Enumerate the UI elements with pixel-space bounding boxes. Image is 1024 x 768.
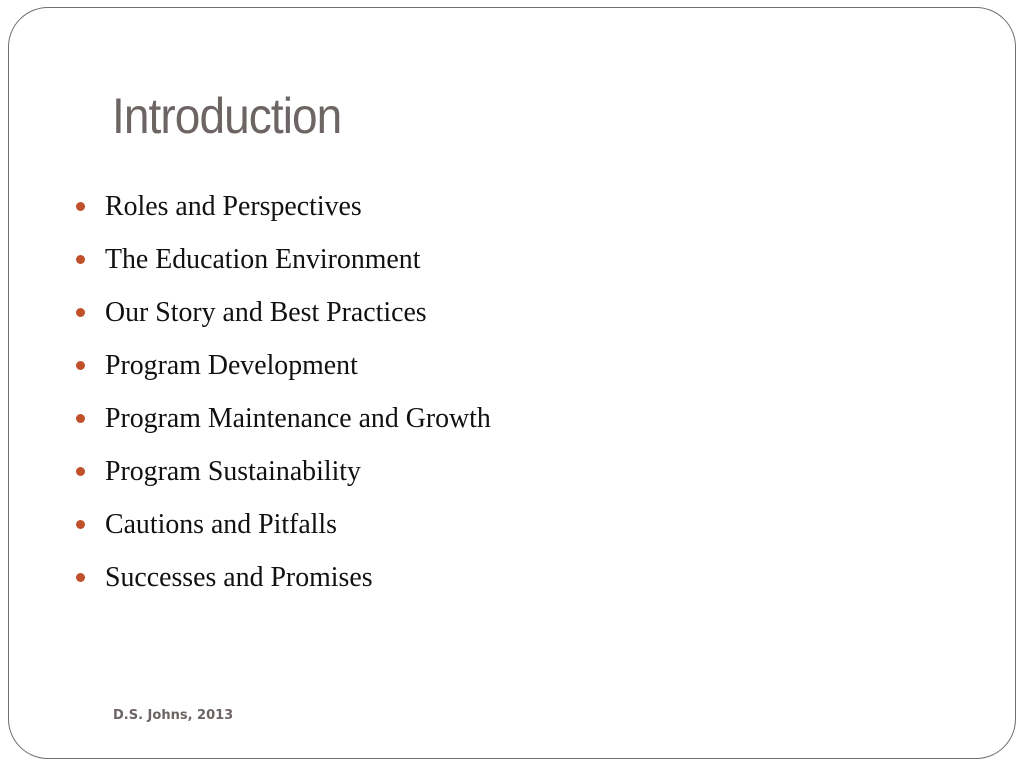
bullet-dot-icon — [76, 361, 85, 370]
bullet-list — [76, 180, 507, 604]
bullet-dot-icon — [76, 308, 85, 317]
bullet-label: Our Story and Best Practices — [105, 296, 427, 328]
bullet-item-our-story — [76, 286, 507, 339]
bullet-item-program-development — [76, 339, 507, 392]
slide-title: Introduction — [112, 88, 342, 144]
bullet-item-roles — [76, 180, 507, 233]
bullet-label: Program Maintenance and Growth — [105, 402, 491, 434]
slide-footer: D.S. Johns, 2013 — [113, 708, 234, 723]
bullet-item-program-sustainability — [76, 445, 507, 498]
bullet-dot-icon — [76, 255, 85, 264]
bullet-label: The Education Environment — [105, 243, 421, 275]
bullet-dot-icon — [76, 467, 85, 476]
bullet-label: Roles and Perspectives — [105, 190, 362, 222]
bullet-dot-icon — [76, 414, 85, 423]
bullet-label: Program Sustainability — [105, 455, 361, 487]
bullet-label: Program Development — [105, 349, 358, 381]
bullet-item-cautions — [76, 498, 507, 551]
bullet-label: Cautions and Pitfalls — [105, 508, 338, 540]
bullet-dot-icon — [76, 520, 85, 529]
bullet-item-program-maintenance — [76, 392, 507, 445]
bullet-dot-icon — [76, 573, 85, 582]
bullet-dot-icon — [76, 202, 85, 211]
bullet-item-successes — [76, 551, 507, 604]
bullet-item-education-environment — [76, 233, 507, 286]
bullet-label: Successes and Promises — [105, 561, 373, 593]
